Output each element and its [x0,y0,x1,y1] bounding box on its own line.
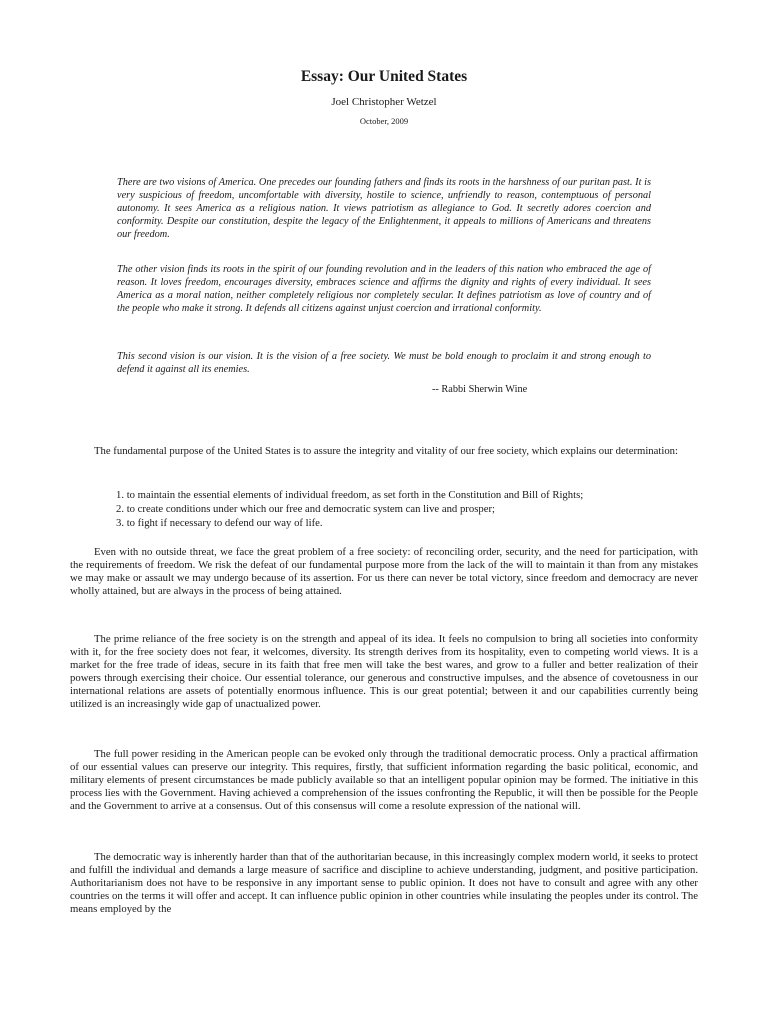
document-author: Joel Christopher Wetzel [331,96,437,108]
body-paragraph: The full power residing in the American people can be evoked only through the traditional democratic process. Only a practical affirmation of our essential values can preserve our integrity. This requires, firstly, that sufficient information regarding the basic political, economic, and military elements of present circumstances be made publicly available so that an intelligent popular opinion may be formed. The initiative in this process lies with the Government. Having achieved a comprehension of the issues confronting the Republic, it will then be possible for the People and the Government to arrive at a consensus. Out of this consensus will come a resolute expression of the national will. [70,748,698,812]
epigraph-paragraph: There are two visions of America. One precedes our founding fathers and finds its roots in the harshness of our puritan past. It is very suspicious of freedom, uncomfortable with diversity, hostile to science, unfriendly to reason, contemptuous of personal autonomy. It sees America as a religious nation. It views patriotism as allegiance to God. It secretly adores coercion and conformity. Despite our constitution, despite the legacy of the Enlightenment, it appeals to millions of Americans and threatens our freedom. [117,177,651,240]
list-item: 1. to maintain the essential elements of individual freedom, as set forth in the Constitution and Bill of Rights; [116,489,584,501]
body-paragraph: Even with no outside threat, we face the great problem of a free society: of reconciling order, security, and the need for participation, with the requirements of freedom. We risk the defeat of our fundamental purpose more from the lack of the will to maintain it than from any mistakes we may make or assault we may undergo because of its assertion. For us there can never be total victory, since freedom and democracy are never wholly attained, but are always in the process of being attained. [70,546,698,597]
intro-paragraph: The fundamental purpose of the United States is to assure the integrity and vitality of our free society, which explains our determination: [94,445,678,457]
epigraph-attribution: -- Rabbi Sherwin Wine [432,384,528,395]
body-paragraph: The prime reliance of the free society is on the strength and appeal of its idea. It feels no compulsion to bring all societies into conformity with it, for the free society does not fear, it welcomes, diversity. Its strength derives from its hospitality, even to competing world views. It is a market for the free trade of ideas, secure in its faith that free men will take the best wares, and grow to a fuller and better realization of their powers through exercising their choice. Our essential tolerance, our generous and constructive impulses, and the absence of covetousness in our international relations are assets of potentially enormous influence. This is our great potential; between it and our capabilities currently being utilized is an increasingly wide gap of unactualized power. [70,633,698,710]
epigraph-paragraph: This second vision is our vision. It is the vision of a free society. We must be bold enough to proclaim it and strong enough to defend it against all its enemies. [117,351,651,375]
list-item: 3. to fight if necessary to defend our way of life. [116,517,323,529]
document-title: Essay: Our United States [300,68,468,85]
epigraph-paragraph: The other vision finds its roots in the spirit of our founding revolution and in the leaders of this nation who embraced the age of reason. It loves freedom, encourages diversity, embraces science and affirms the dignity and rights of every individual. It sees America as a moral nation, neither completely religious nor completely secular. It defines patriotism as love of country and of the people who make it strong. It defends all citizens against unjust coercion and irrational conformity. [117,264,651,314]
purpose-list [116,488,583,530]
document-date: October, 2009 [359,116,409,126]
body-paragraph: The democratic way is inherently harder than that of the authoritarian because, in this increasingly complex modern world, it seeks to protect and fulfill the individual and demands a large measure of sacrifice and discipline to achieve understanding, judgment, and positive participation. Authoritarianism does not have to be responsive in any important sense to public opinion. It does not have to consult and agree with any other countries on the terms it will offer and accept. It can influence public opinion in other countries while insulating the peoples under its control. The means employed by the [70,851,698,915]
list-item: 2. to create conditions under which our free and democratic system can live and prosper; [116,503,495,515]
